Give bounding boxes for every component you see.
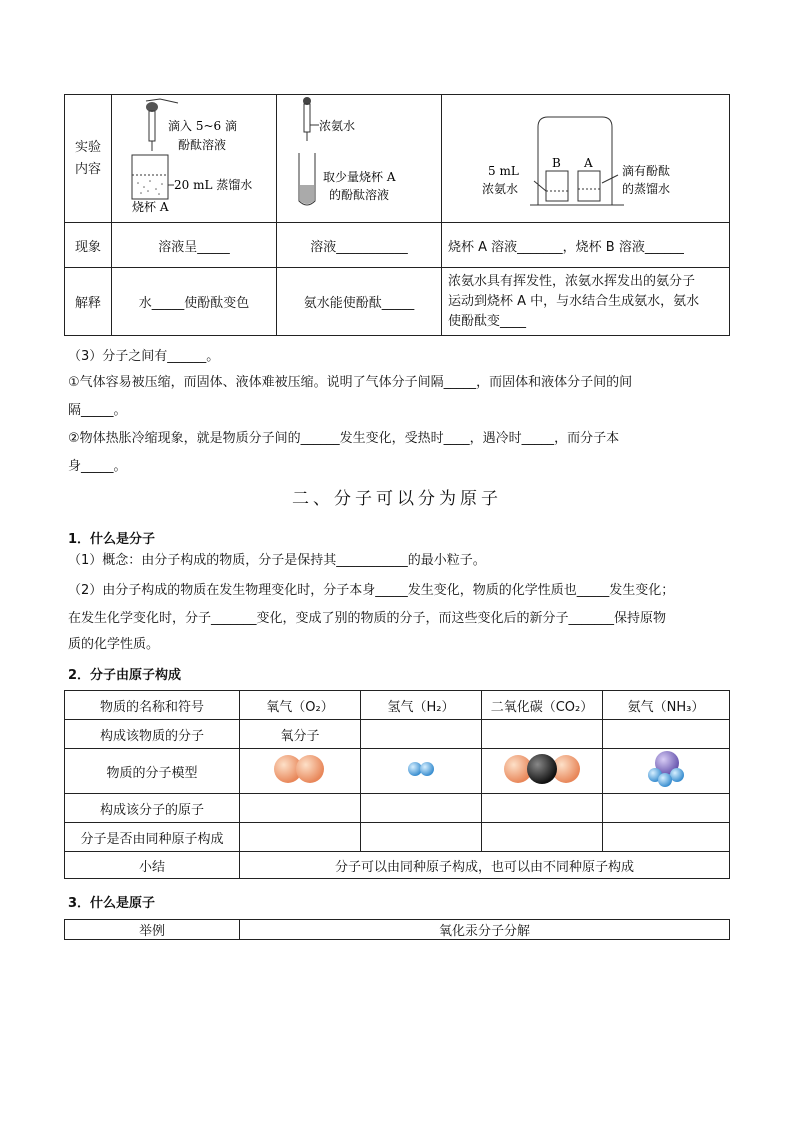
table-row <box>65 720 730 749</box>
table-row <box>65 749 730 794</box>
diag2-take: 取少量烧杯 A <box>323 170 396 184</box>
diagram-cell-1 <box>112 95 277 223</box>
table-cell <box>361 823 482 852</box>
header-cell: 物质的名称和符号 <box>65 691 240 720</box>
example-label: 举例 <box>65 920 240 940</box>
row-label-content: 实验内容 <box>65 95 112 223</box>
row-label-explain: 解释 <box>65 268 112 336</box>
table-cell <box>240 794 361 823</box>
table-cell <box>482 720 603 749</box>
p3-line5: 身_____。 <box>68 459 127 474</box>
nh3-molecule-model <box>641 749 691 789</box>
explain-3: 浓氨水具有挥发性，浓氨水挥发出的氨分子 运动到烧杯 A 中，与水结合生成氨水，氨水 使酚酞变____ <box>442 268 730 336</box>
summary-label: 小结 <box>65 852 240 879</box>
p3-line3: 隔_____。 <box>68 403 127 418</box>
diag2-ammonia: 浓氨水 <box>319 119 356 133</box>
header-cell: 氢气（H₂） <box>361 691 482 720</box>
co2-model-cell <box>482 749 603 794</box>
table-cell: 氧分子 <box>240 720 361 749</box>
diag3-drip: 滴有酚酞 <box>622 164 671 178</box>
explain-2: 氨水能使酚酞_____ <box>277 268 442 336</box>
diagram-cell-3 <box>442 95 730 223</box>
header-cell: 二氧化碳（CO₂） <box>482 691 603 720</box>
atom-table <box>64 919 730 940</box>
s1-heading: 1．什么是分子 <box>68 532 156 547</box>
table-row <box>65 852 730 879</box>
table-row <box>65 920 730 940</box>
diag3-a: A <box>584 156 593 170</box>
test-tube-diagram <box>277 95 441 218</box>
summary-text: 分子可以由同种原子构成，也可以由不同种原子构成 <box>240 852 730 879</box>
experiment-table <box>64 94 730 336</box>
table-row <box>65 794 730 823</box>
row-label-phenomenon: 现象 <box>65 223 112 268</box>
diag1-water: 20 mL 蒸馏水 <box>174 178 253 192</box>
explain-1: 水_____使酚酞变色 <box>112 268 277 336</box>
table-cell <box>603 720 730 749</box>
nh3-model-cell <box>603 749 730 794</box>
header-cell: 氧气（O₂） <box>240 691 361 720</box>
table-cell <box>240 823 361 852</box>
diag1-beaker: 烧杯 A <box>132 200 169 214</box>
diag1-drop2: 酚酞溶液 <box>178 138 227 152</box>
diag3-conc: 浓氨水 <box>482 182 519 196</box>
p3-line1: （3）分子之间有______。 <box>68 349 220 364</box>
table-cell <box>482 794 603 823</box>
table-row <box>65 691 730 720</box>
diag3-drip2: 的蒸馏水 <box>622 182 671 196</box>
s1-line2: （2）由分子构成的物质在发生物理变化时，分子本身_____发生变化，物质的化学性质也_____发生变化； <box>68 583 675 598</box>
row-label: 构成该物质的分子 <box>65 720 240 749</box>
table-cell <box>361 794 482 823</box>
diagram-cell-2 <box>277 95 442 223</box>
table-cell <box>603 823 730 852</box>
o2-molecule-model <box>268 751 332 787</box>
row-label: 构成该分子的原子 <box>65 794 240 823</box>
s1-line1: （1）概念：由分子构成的物质，分子是保持其___________的最小粒子。 <box>68 553 486 568</box>
s2-heading: 2．分子由原子构成 <box>68 668 182 683</box>
dropper-beaker-diagram <box>112 95 276 218</box>
p3-line4: ②物体热胀冷缩现象，就是物质分子间的______发生变化，受热时____，遇冷时_____，而分子本 <box>68 431 620 446</box>
diag3-b: B <box>552 156 561 170</box>
phenomenon-1: 溶液呈_____ <box>112 223 277 268</box>
table-row <box>65 823 730 852</box>
molecule-table <box>64 690 730 879</box>
diag2-take2: 的酚酞溶液 <box>329 188 390 202</box>
s1-line3: 在发生化学变化时，分子_______变化，变成了别的物质的分子，而这些变化后的新分子_______保持原物 <box>68 611 667 626</box>
phenomenon-3: 烧杯 A 溶液_______，烧杯 B 溶液______ <box>442 223 730 268</box>
bell-jar-diagram <box>442 95 728 218</box>
s3-heading: 3．什么是原子 <box>68 896 156 911</box>
s1-line4: 质的化学性质。 <box>68 637 160 652</box>
header-cell: 氨气（NH₃） <box>603 691 730 720</box>
co2-molecule-model <box>500 751 584 787</box>
table-cell <box>361 720 482 749</box>
table-cell <box>603 794 730 823</box>
section-title: 二、分子可以分为原子 <box>292 489 502 509</box>
row-label: 分子是否由同种原子构成 <box>65 823 240 852</box>
row-label: 物质的分子模型 <box>65 749 240 794</box>
h2-molecule-model <box>401 751 441 787</box>
o2-model-cell <box>240 749 361 794</box>
p3-line2: ①气体容易被压缩，而固体、液体难被压缩。说明了气体分子间隔_____，而固体和液体分子间的间 <box>68 375 633 390</box>
diag1-drop: 滴入 5~6 滴 <box>168 119 237 133</box>
phenomenon-2: 溶液___________ <box>277 223 442 268</box>
table-cell <box>482 823 603 852</box>
h2-model-cell <box>361 749 482 794</box>
example-value: 氧化汞分子分解 <box>240 920 730 940</box>
diag3-ml: 5 mL <box>488 164 519 178</box>
